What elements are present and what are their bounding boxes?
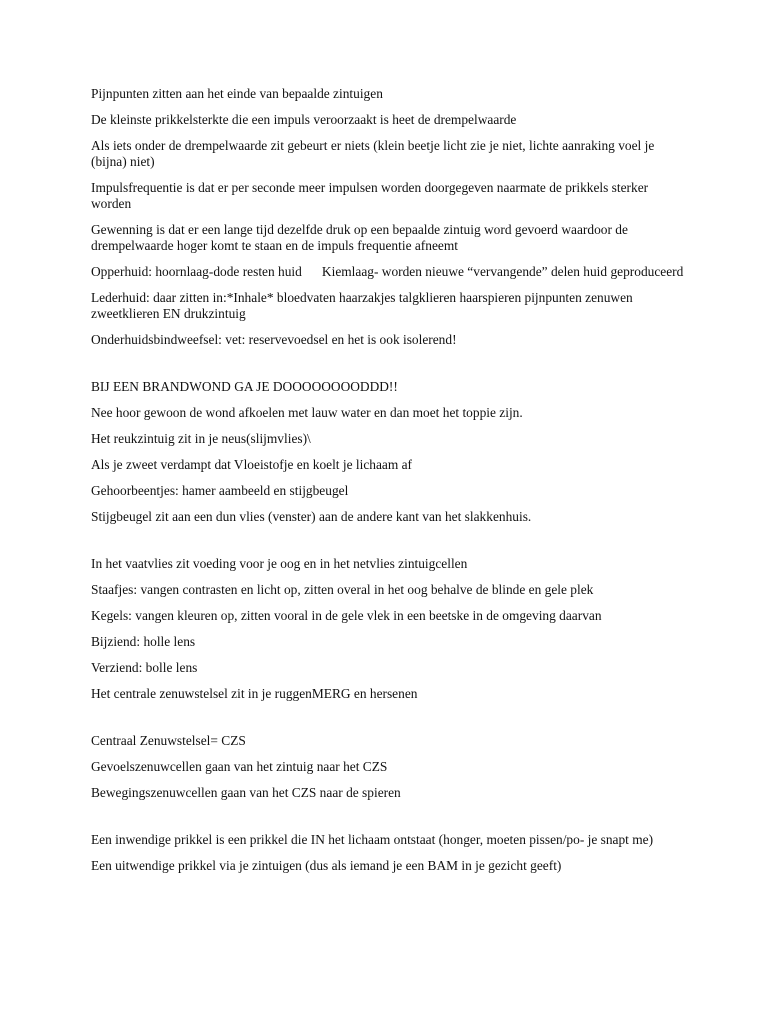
paragraph-onder-drempelwaarde: Als iets onder de drempelwaarde zit gebeurt er niets (klein beetje licht zie je niet, lichte aanraking voel je (bijna) niet) [91, 138, 658, 169]
paragraph-gehoorbeentjes: Gehoorbeentjes: hamer aambeeld en stijgbeugel [91, 483, 349, 498]
paragraph-pijnpunten: Pijnpunten zitten aan het einde van bepaalde zintuigen [91, 86, 383, 101]
paragraph-gap [91, 535, 691, 556]
paragraph-staafjes: Staafjes: vangen contrasten en licht op, zitten overal in het oog behalve de blinde en gele plek [91, 582, 594, 597]
paragraph-centrale-zenuwstelsel: Het centrale zenuwstelsel zit in je ruggenMERG en hersenen [91, 686, 418, 701]
paragraph-inwendige-prikkel: Een inwendige prikkel is een prikkel die IN het lichaam ontstaat (honger, moeten pissen/po- je snapt me) [91, 832, 654, 847]
paragraph-gap [91, 358, 691, 379]
paragraph-czs: Centraal Zenuwstelsel= CZS [91, 733, 246, 748]
paragraph-gevoelszenuwcellen: Gevoelszenuwcellen gaan van het zintuig naar het CZS [91, 759, 388, 774]
paragraph-onderhuidsbindweefsel: Onderhuidsbindweefsel: vet: reservevoedsel en het is ook isolerend! [91, 332, 457, 347]
paragraph-verziend: Verziend: bolle lens [91, 660, 198, 675]
paragraph-gewenning: Gewenning is dat er een lange tijd dezelfde druk op een bepaalde zintuig word gevoerd waardoor de drempelwaarde hoger komt te staan en de impuls frequentie afneemt [91, 222, 632, 253]
paragraph-bijziend: Bijziend: holle lens [91, 634, 196, 649]
paragraph-brandwond: BIJ EEN BRANDWOND GA JE DOOOOOOOODDD!! [91, 379, 398, 394]
paragraph-stijgbeugel: Stijgbeugel zit aan een dun vlies (venster) aan de andere kant van het slakkenhuis. [91, 509, 532, 524]
paragraph-gap [91, 712, 691, 733]
paragraph-bewegingszenuwcellen: Bewegingszenuwcellen gaan van het CZS naar de spieren [91, 785, 401, 800]
paragraph-vaatvlies: In het vaatvlies zit voeding voor je oog en in het netvlies zintuigcellen [91, 556, 468, 571]
paragraph-wond-afkoelen: Nee hoor gewoon de wond afkoelen met lauw water en dan moet het toppie zijn. [91, 405, 523, 420]
paragraph-uitwendige-prikkel: Een uitwendige prikkel via je zintuigen (dus als iemand je een BAM in je gezicht geeft) [91, 858, 562, 873]
paragraph-lederhuid: Lederhuid: daar zitten in:*Inhale* bloedvaten haarzakjes talgklieren haarspieren pijnpunten zenuwen zweetklieren EN drukzintuig [91, 290, 637, 321]
paragraph-drempelwaarde: De kleinste prikkelsterkte die een impuls veroorzaakt is heet de drempelwaarde [91, 112, 517, 127]
paragraph-zweet: Als je zweet verdampt dat Vloeistofje en koelt je lichaam af [91, 457, 413, 472]
paragraph-opperhuid: Opperhuid: hoornlaag-dode resten huid Kiemlaag- worden nieuwe “vervangende” delen huid geproduceerd [91, 264, 684, 279]
paragraph-impulsfrequentie: Impulsfrequentie is dat er per seconde meer impulsen worden doorgegeven naarmate de prikkels sterker worden [91, 180, 652, 211]
paragraph-reukzintuig: Het reukzintuig zit in je neus(slijmvlies)\ [91, 431, 311, 446]
paragraph-kegels: Kegels: vangen kleuren op, zitten vooral in de gele vlek in een beetske in de omgeving daarvan [91, 608, 602, 623]
paragraph-gap [91, 811, 691, 832]
document-body [91, 86, 691, 884]
